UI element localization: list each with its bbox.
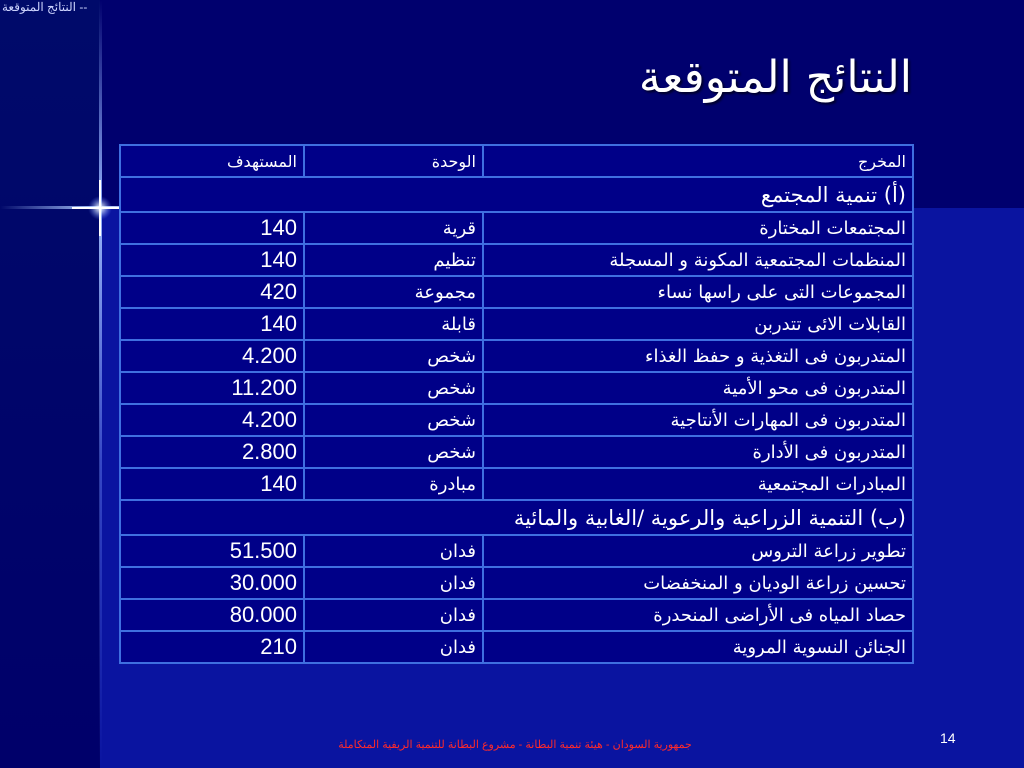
row-target: 4.200 — [120, 340, 304, 372]
section-row-b — [120, 500, 913, 535]
section-a-title: (أ) تنمية المجتمع — [120, 177, 913, 212]
header-unit: الوحدة — [304, 145, 483, 177]
table-row — [120, 372, 913, 404]
row-unit: شخص — [304, 372, 483, 404]
row-target: 140 — [120, 308, 304, 340]
expected-results-table — [119, 144, 914, 664]
row-unit: شخص — [304, 436, 483, 468]
header-output: المخرج — [483, 145, 913, 177]
row-unit: فدان — [304, 631, 483, 663]
row-unit: مجموعة — [304, 276, 483, 308]
row-output: تحسين زراعة الوديان و المنخفضات — [483, 567, 913, 599]
row-output: الجنائن النسوية المروية — [483, 631, 913, 663]
row-target: 51.500 — [120, 535, 304, 567]
row-unit: فدان — [304, 599, 483, 631]
row-unit: شخص — [304, 340, 483, 372]
table-row — [120, 436, 913, 468]
row-unit: قرية — [304, 212, 483, 244]
table-row — [120, 599, 913, 631]
row-target: 80.000 — [120, 599, 304, 631]
table-row — [120, 276, 913, 308]
row-output: المجتمعات المختارة — [483, 212, 913, 244]
table-row — [120, 244, 913, 276]
row-unit: قابلة — [304, 308, 483, 340]
row-unit: فدان — [304, 567, 483, 599]
table-header-row — [120, 145, 913, 177]
row-unit: شخص — [304, 404, 483, 436]
row-output: المتدربون فى محو الأمية — [483, 372, 913, 404]
row-output: المتدربون فى المهارات الأنتاجية — [483, 404, 913, 436]
row-target: 420 — [120, 276, 304, 308]
table-row — [120, 631, 913, 663]
table-row — [120, 567, 913, 599]
row-output: القابلات الائى تتدربن — [483, 308, 913, 340]
row-unit: مبادرة — [304, 468, 483, 500]
row-target: 210 — [120, 631, 304, 663]
slide-header-tag: -- النتائج المتوقعة — [2, 0, 88, 14]
row-target: 140 — [120, 468, 304, 500]
row-target: 2.800 — [120, 436, 304, 468]
slide-footer: جمهورية السودان - هيئة تنمية البطانة - مشروع البطانة للتنمية الريفية المتكاملة — [338, 739, 692, 751]
row-target: 11.200 — [120, 372, 304, 404]
page-number: 14 — [940, 730, 956, 746]
section-row-a — [120, 177, 913, 212]
row-target: 140 — [120, 244, 304, 276]
row-output: تطوير زراعة التروس — [483, 535, 913, 567]
table-row — [120, 535, 913, 567]
row-output: المبادرات المجتمعية — [483, 468, 913, 500]
row-output: حصاد المياه فى الأراضى المنحدرة — [483, 599, 913, 631]
vertical-light-line — [99, 0, 102, 768]
row-unit: تنظيم — [304, 244, 483, 276]
table-row — [120, 468, 913, 500]
table-row — [120, 212, 913, 244]
row-target: 140 — [120, 212, 304, 244]
left-panel-background — [0, 0, 100, 768]
row-output: المجموعات التى على راسها نساء — [483, 276, 913, 308]
table-row — [120, 404, 913, 436]
row-output: المتدربون فى التغذية و حفظ الغذاء — [483, 340, 913, 372]
row-target: 4.200 — [120, 404, 304, 436]
section-b-title: (ب) التنمية الزراعية والرعوية /الغابية والمائية — [120, 500, 913, 535]
row-output: المنظمات المجتمعية المكونة و المسجلة — [483, 244, 913, 276]
row-output: المتدربون فى الأدارة — [483, 436, 913, 468]
row-unit: فدان — [304, 535, 483, 567]
table-row — [120, 340, 913, 372]
row-target: 30.000 — [120, 567, 304, 599]
table-row — [120, 308, 913, 340]
slide-title: النتائج المتوقعة — [638, 52, 912, 103]
header-target: المستهدف — [120, 145, 304, 177]
